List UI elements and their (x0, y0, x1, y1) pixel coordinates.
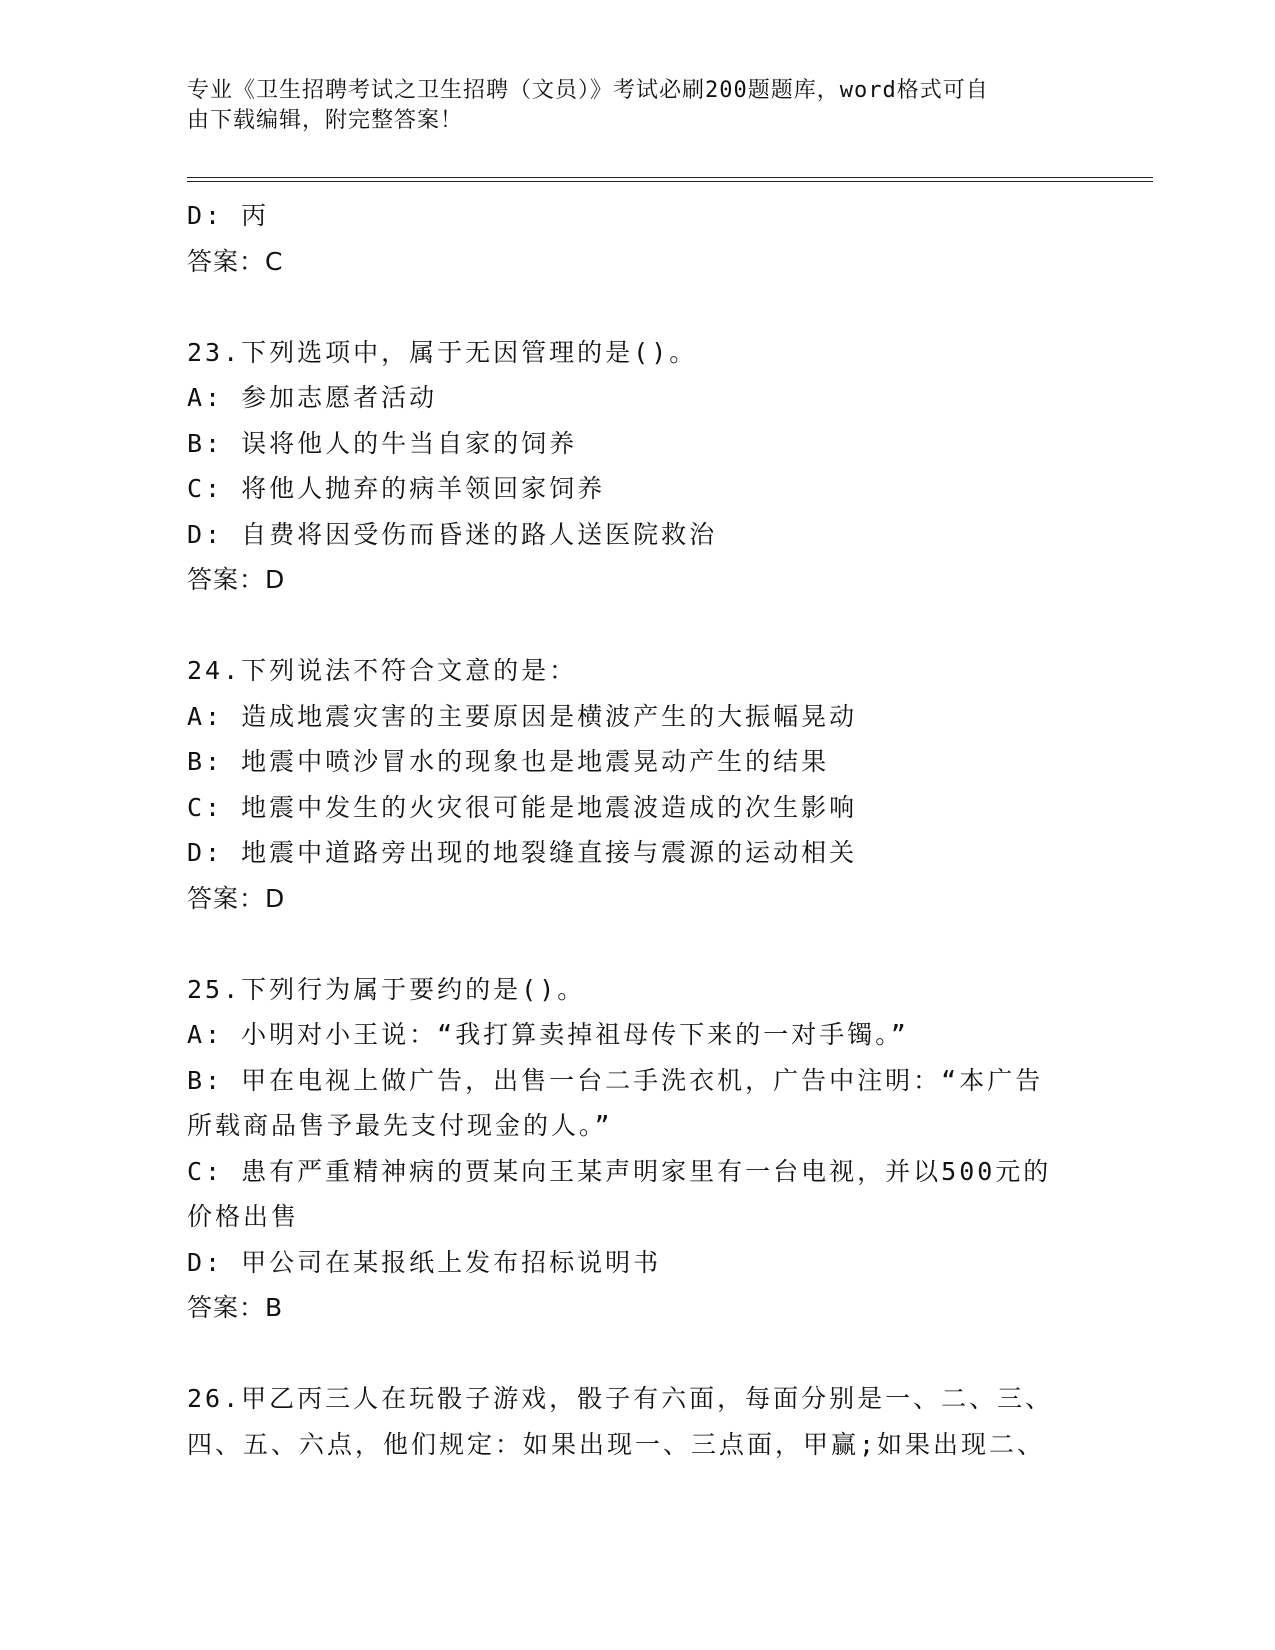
question-23 (187, 330, 1087, 603)
answer: 答案：B (187, 1293, 284, 1322)
question-stem-line-2: 四、五、六点，他们规定：如果出现一、三点面，甲赢;如果出现二、 (187, 1429, 1046, 1459)
spacer (187, 1331, 1087, 1377)
option-a: A: 造成地震灾害的主要原因是横波产生的大振幅晃动 (187, 701, 858, 731)
option-c-line-2: 价格出售 (187, 1202, 300, 1231)
option-c: C: 将他人抛弃的病羊领回家饲养 (187, 474, 606, 503)
option-c-line-1: C: 患有严重精神病的贾某向王某声明家里有一台电视，并以500元的 (187, 1156, 1052, 1186)
spacer (187, 921, 1087, 967)
header-divider-bottom (187, 181, 1153, 182)
option-d: D: 丙 (187, 201, 270, 230)
document-header (187, 76, 1067, 136)
option-b: B: 误将他人的牛当自家的饲养 (187, 428, 578, 458)
answer: 答案：D (187, 565, 286, 594)
question-stem: 23.下列选项中，属于无因管理的是()。 (187, 337, 698, 367)
question-stem: 24.下列说法不符合文意的是： (187, 656, 578, 685)
option-a: A: 参加志愿者活动 (187, 383, 438, 412)
header-line-1: 专业《卫生招聘考试之卫生招聘（文员）》考试必刷200题题库，word格式可自 (187, 78, 989, 103)
option-b-line-2: 所载商品售予最先支付现金的人。” (187, 1111, 613, 1140)
answer: 答案：C (187, 246, 284, 276)
question-list (187, 193, 1087, 1467)
question-stem: 25.下列行为属于要约的是()。 (187, 974, 586, 1004)
question-24 (187, 648, 1087, 921)
option-a: A: 小明对小王说：“我打算卖掉祖母传下来的一对手镯。” (187, 1020, 909, 1049)
header-line-2: 由下载编辑，附完整答案！ (187, 108, 464, 133)
option-b-line-1: B: 甲在电视上做广告，出售一台二手洗衣机，广告中注明：“本广告 (187, 1065, 1044, 1095)
option-d: D: 甲公司在某报纸上发布招标说明书 (187, 1247, 662, 1277)
question-26 (187, 1376, 1087, 1467)
question-stem-line-1: 26.甲乙丙三人在玩骰子游戏，骰子有六面，每面分别是一、二、三、 (187, 1384, 1054, 1413)
answer: 答案：D (187, 883, 286, 913)
header-divider-top (187, 177, 1153, 178)
spacer (187, 603, 1087, 649)
option-c: C: 地震中发生的火灾很可能是地震波造成的次生影响 (187, 792, 858, 822)
question-25 (187, 967, 1087, 1331)
option-b: B: 地震中喷沙冒水的现象也是地震晃动产生的结果 (187, 747, 830, 776)
prev-question (187, 193, 1087, 284)
option-d: D: 地震中道路旁出现的地裂缝直接与震源的运动相关 (187, 838, 858, 867)
option-d: D: 自费将因受伤而昏迷的路人送医院救治 (187, 519, 718, 549)
spacer (187, 284, 1087, 330)
